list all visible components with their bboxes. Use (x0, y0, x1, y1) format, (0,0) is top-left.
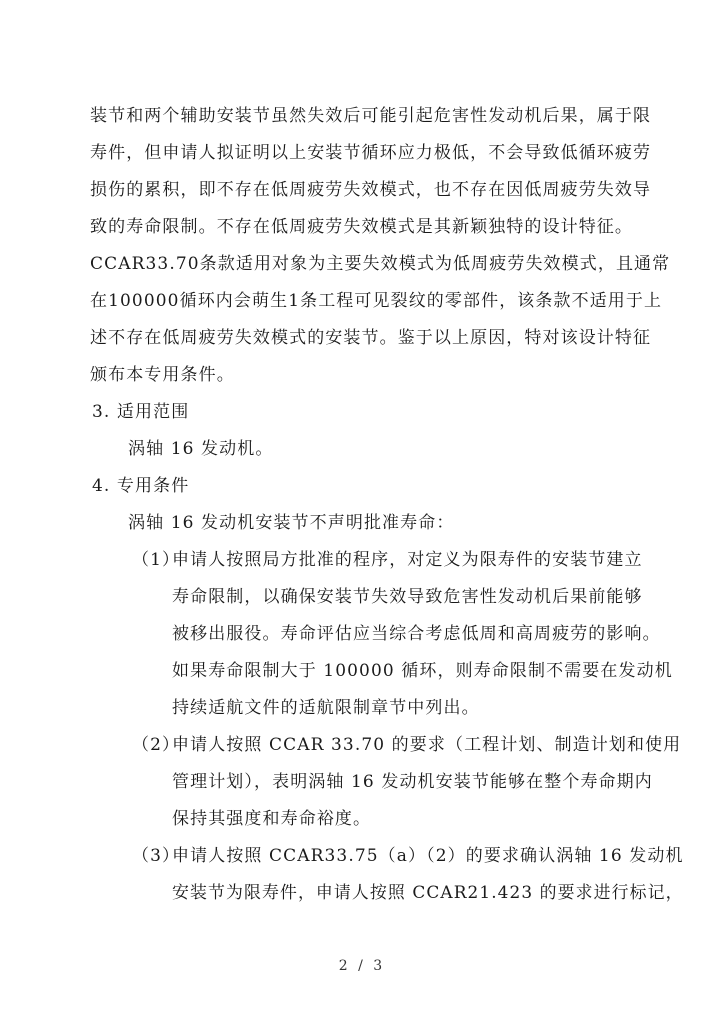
list-item-line: 申请人按照局方批准的程序，对定义为限寿件的安装节建立 (172, 550, 643, 570)
paragraph-line: 损伤的累积，即不存在低周疲劳失效模式，也不存在因低周疲劳失效导 (90, 180, 652, 200)
paragraph-line: 在100000循环内会萌生1条工程可见裂纹的零部件，该条款不适用于上 (90, 291, 663, 311)
list-item-line: 被移出服役。寿命评估应当综合考虑低周和高周疲劳的影响。 (172, 624, 661, 644)
list-item-line: 安装节为限寿件，申请人按照 CCAR21.423 的要求进行标记， (172, 883, 684, 903)
list-item-line: 申请人按照 CCAR 33.70 的要求（工程计划、制造计划和使用 (172, 735, 682, 755)
list-item-number: （3） (132, 846, 181, 866)
section-heading-special-conditions: 4. 专用条件 (92, 476, 190, 496)
list-item-number: （1） (132, 550, 181, 570)
list-item-line: 持续适航文件的适航限制章节中列出。 (172, 698, 480, 718)
list-item-line: 寿命限制，以确保安装节失效导致危害性发动机后果前能够 (172, 587, 643, 607)
list-item-number: （2） (132, 735, 181, 755)
paragraph-line: 致的寿命限制。不存在低周疲劳失效模式是其新颖独特的设计特征。 (90, 217, 633, 237)
paragraph-line: 颁布本专用条件。 (90, 365, 235, 385)
paragraph-line: CCAR33.70条款适用对象为主要失效模式为低周疲劳失效模式，且通常 (90, 254, 671, 274)
section-intro: 涡轴 16 发动机安装节不声明批准寿命： (128, 513, 455, 533)
paragraph-line: 装节和两个辅助安装节虽然失效后可能引起危害性发动机后果，属于限 (90, 106, 652, 126)
paragraph-line: 述不存在低周疲劳失效模式的安装节。鉴于以上原因，特对该设计特征 (90, 328, 652, 348)
page-number: 2 / 3 (338, 958, 386, 974)
list-item-line: 申请人按照 CCAR33.75（a）（2）的要求确认涡轴 16 发动机 (172, 846, 684, 866)
list-item-line: 保持其强度和寿命裕度。 (172, 809, 372, 829)
section-heading-scope: 3. 适用范围 (92, 402, 190, 422)
list-item-line: 如果寿命限制大于 100000 循环，则寿命限制不需要在发动机 (172, 661, 673, 681)
paragraph-line: 寿件，但申请人拟证明以上安装节循环应力极低，不会导致低循环疲劳 (90, 143, 652, 163)
section-body-scope: 涡轴 16 发动机。 (128, 439, 274, 459)
list-item-line: 管理计划），表明涡轴 16 发动机安装节能够在整个寿命期内 (172, 772, 653, 792)
